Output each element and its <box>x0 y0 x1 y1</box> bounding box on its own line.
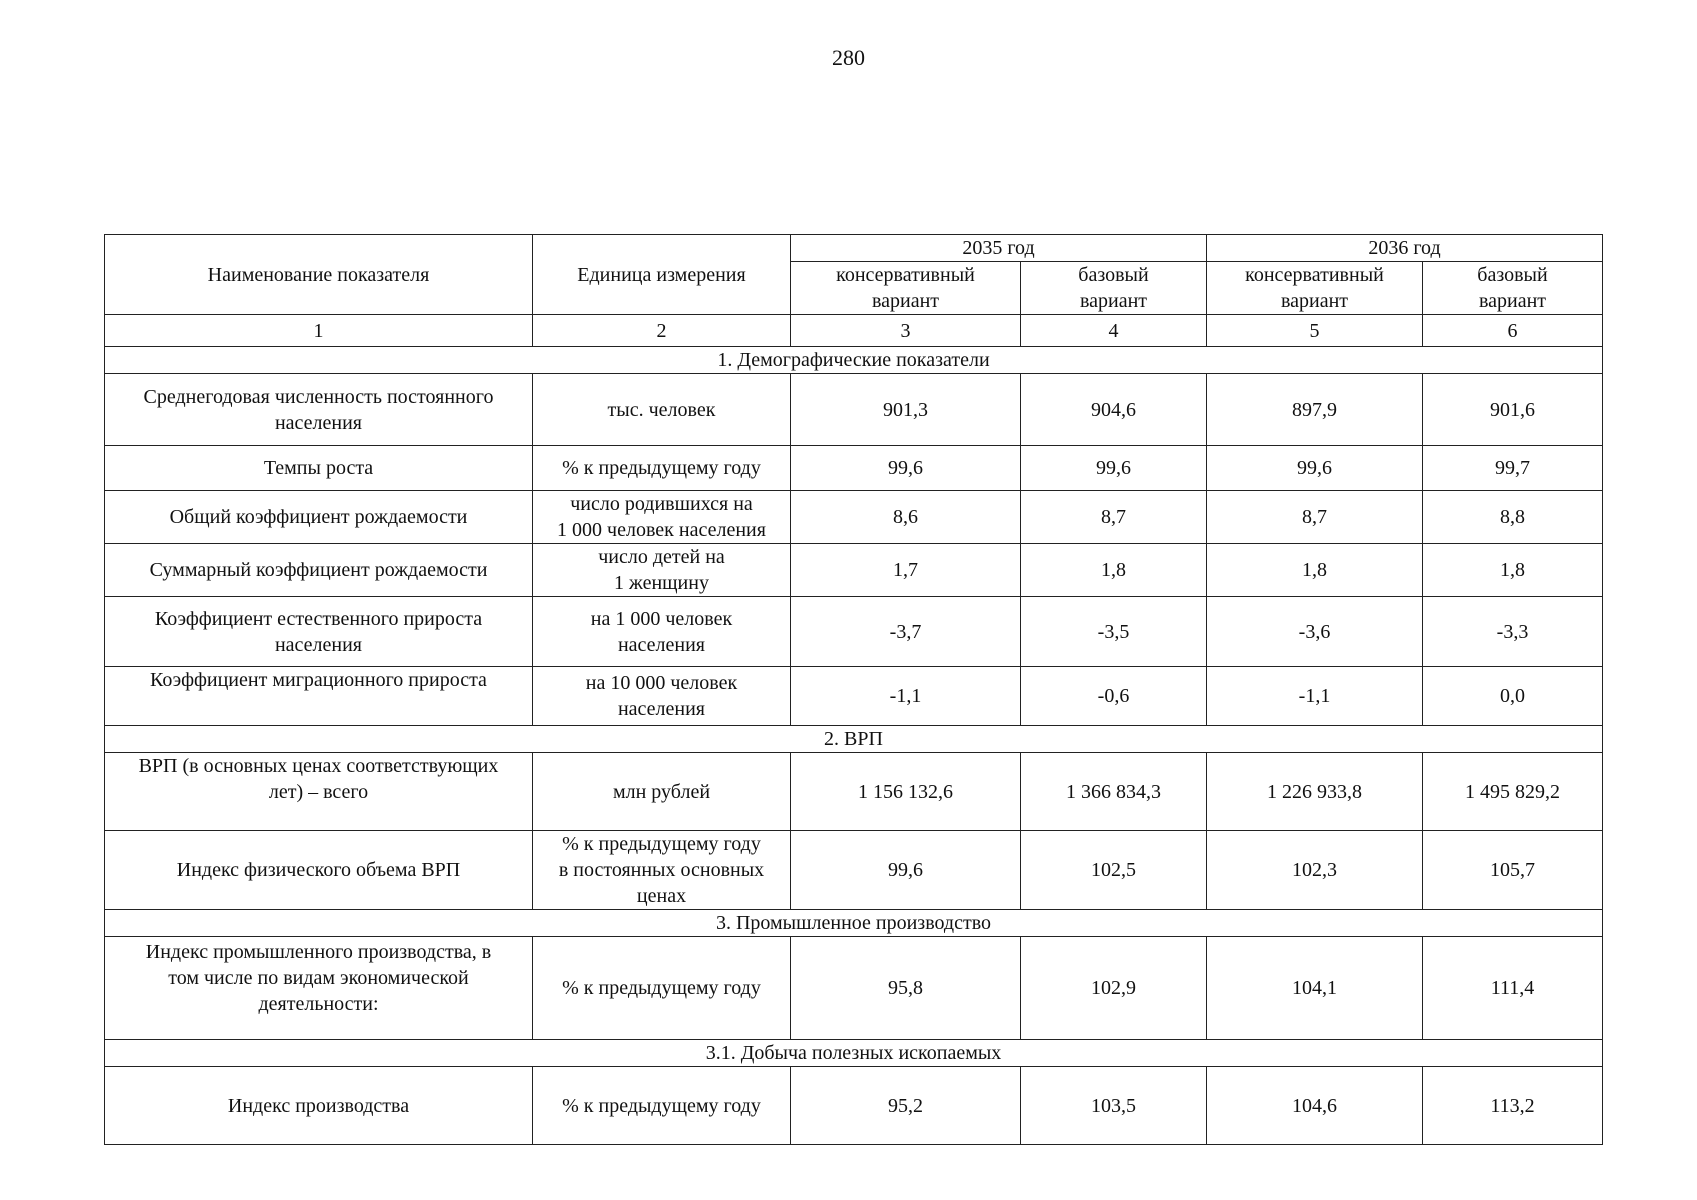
indicator-name: Коэффициент миграционного прироста <box>105 667 533 726</box>
column-number: 5 <box>1207 315 1423 347</box>
value-2036-base: 901,6 <box>1423 374 1603 446</box>
value-2035-base: 102,9 <box>1021 937 1207 1040</box>
section-heading: 1. Демографические показатели <box>105 347 1603 374</box>
table-row <box>105 544 1603 597</box>
table-row <box>105 491 1603 544</box>
column-number: 3 <box>791 315 1021 347</box>
value-2035-conservative: 95,8 <box>791 937 1021 1040</box>
indicator-unit: % к предыдущему году <box>533 446 791 491</box>
indicator-name: Общий коэффициент рождаемости <box>105 491 533 544</box>
indicator-unit: % к предыдущему году в постоянных основных ценах <box>533 831 791 910</box>
value-2035-conservative: -3,7 <box>791 597 1021 667</box>
value-2036-conservative: 8,7 <box>1207 491 1423 544</box>
value-2036-conservative: 104,1 <box>1207 937 1423 1040</box>
indicator-name: Индекс производства <box>105 1067 533 1145</box>
value-2036-base: -3,3 <box>1423 597 1603 667</box>
value-2035-conservative: 99,6 <box>791 831 1021 910</box>
section-heading: 3. Промышленное производство <box>105 910 1603 937</box>
value-2036-conservative: 897,9 <box>1207 374 1423 446</box>
value-2036-base: 1,8 <box>1423 544 1603 597</box>
indicator-name: Суммарный коэффициент рождаемости <box>105 544 533 597</box>
indicator-unit: число детей на 1 женщину <box>533 544 791 597</box>
header-2035-conservative: консервативный вариант <box>791 262 1021 315</box>
header-2035-base: базовый вариант <box>1021 262 1207 315</box>
indicator-name: ВРП (в основных ценах соответствующих лет) – всего <box>105 753 533 831</box>
indicator-name: Среднегодовая численность постоянного населения <box>105 374 533 446</box>
page-number: 280 <box>832 45 865 70</box>
value-2036-conservative: 104,6 <box>1207 1067 1423 1145</box>
header-indicator-name: Наименование показателя <box>105 235 533 315</box>
value-2035-base: -3,5 <box>1021 597 1207 667</box>
indicator-unit: на 10 000 человек населения <box>533 667 791 726</box>
value-2036-conservative: 1,8 <box>1207 544 1423 597</box>
value-2035-conservative: 901,3 <box>791 374 1021 446</box>
value-2036-conservative: 1 226 933,8 <box>1207 753 1423 831</box>
indicator-unit: число родившихся на 1 000 человек населения <box>533 491 791 544</box>
value-2035-base: 1 366 834,3 <box>1021 753 1207 831</box>
indicator-unit: тыс. человек <box>533 374 791 446</box>
table-row <box>105 374 1603 446</box>
value-2036-base: 111,4 <box>1423 937 1603 1040</box>
value-2035-base: 99,6 <box>1021 446 1207 491</box>
value-2035-base: -0,6 <box>1021 667 1207 726</box>
section-heading: 2. ВРП <box>105 726 1603 753</box>
value-2035-conservative: 8,6 <box>791 491 1021 544</box>
table-row <box>105 831 1603 910</box>
indicators-table <box>104 234 1603 1145</box>
indicator-name: Индекс физического объема ВРП <box>105 831 533 910</box>
indicator-name: Темпы роста <box>105 446 533 491</box>
column-number: 1 <box>105 315 533 347</box>
indicator-unit: на 1 000 человек населения <box>533 597 791 667</box>
value-2036-conservative: 102,3 <box>1207 831 1423 910</box>
indicator-unit: млн рублей <box>533 753 791 831</box>
header-unit: Единица измерения <box>533 235 791 315</box>
indicator-unit: % к предыдущему году <box>533 937 791 1040</box>
value-2036-conservative: -3,6 <box>1207 597 1423 667</box>
indicator-name: Индекс промышленного производства, в том числе по видам экономической деятельности: <box>105 937 533 1040</box>
value-2035-conservative: 99,6 <box>791 446 1021 491</box>
value-2036-base: 1 495 829,2 <box>1423 753 1603 831</box>
header-2036-conservative: консервативный вариант <box>1207 262 1423 315</box>
header-year-2035: 2035 год <box>791 235 1207 262</box>
column-number: 2 <box>533 315 791 347</box>
table-row <box>105 1067 1603 1145</box>
indicator-unit: % к предыдущему году <box>533 1067 791 1145</box>
table-row <box>105 597 1603 667</box>
indicator-name: Коэффициент естественного прироста населения <box>105 597 533 667</box>
value-2035-base: 1,8 <box>1021 544 1207 597</box>
value-2036-base: 8,8 <box>1423 491 1603 544</box>
column-number: 6 <box>1423 315 1603 347</box>
table-row <box>105 667 1603 726</box>
value-2035-conservative: 95,2 <box>791 1067 1021 1145</box>
header-year-2036: 2036 год <box>1207 235 1603 262</box>
value-2035-base: 904,6 <box>1021 374 1207 446</box>
value-2036-base: 105,7 <box>1423 831 1603 910</box>
value-2035-base: 102,5 <box>1021 831 1207 910</box>
value-2036-base: 0,0 <box>1423 667 1603 726</box>
header-2036-base: базовый вариант <box>1423 262 1603 315</box>
table-row <box>105 753 1603 831</box>
column-number: 4 <box>1021 315 1207 347</box>
value-2036-conservative: -1,1 <box>1207 667 1423 726</box>
table-row <box>105 937 1603 1040</box>
value-2036-base: 113,2 <box>1423 1067 1603 1145</box>
value-2035-conservative: 1,7 <box>791 544 1021 597</box>
value-2036-conservative: 99,6 <box>1207 446 1423 491</box>
value-2035-conservative: 1 156 132,6 <box>791 753 1021 831</box>
value-2035-conservative: -1,1 <box>791 667 1021 726</box>
value-2035-base: 103,5 <box>1021 1067 1207 1145</box>
value-2036-base: 99,7 <box>1423 446 1603 491</box>
section-heading: 3.1. Добыча полезных ископаемых <box>105 1040 1603 1067</box>
value-2035-base: 8,7 <box>1021 491 1207 544</box>
table-row <box>105 446 1603 491</box>
